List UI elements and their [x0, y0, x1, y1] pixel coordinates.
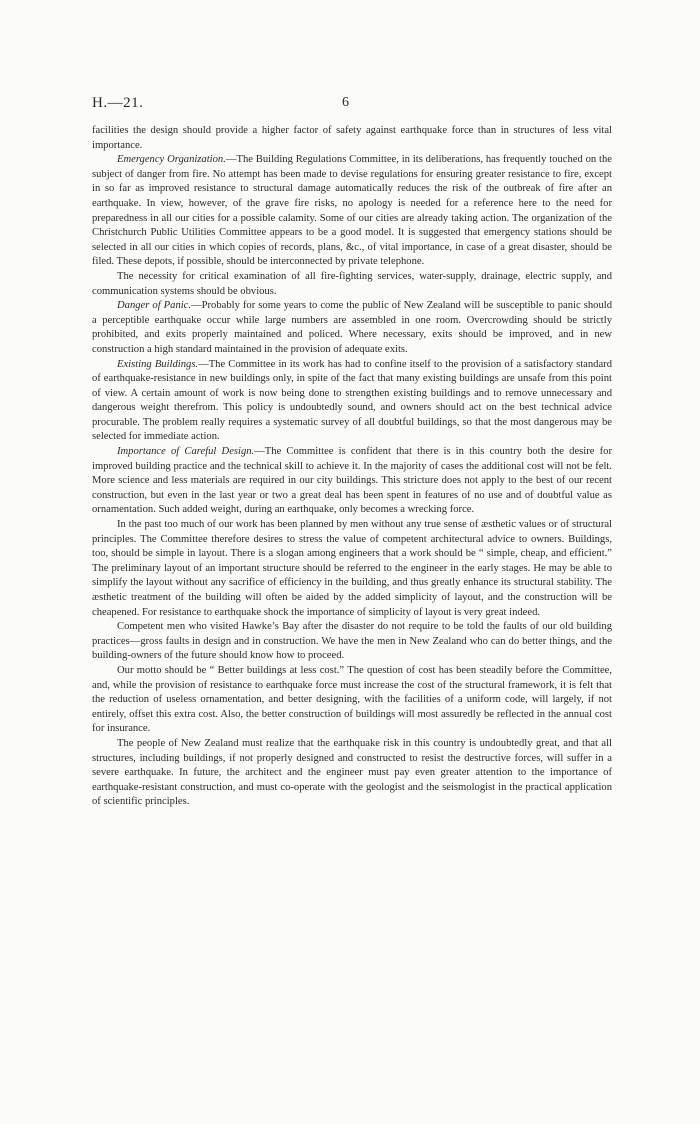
section-heading: Emergency Organization. [117, 154, 226, 166]
body-text [92, 124, 612, 810]
paragraph-text: In the past too much of our work has been planned by men without any true sense of æsthetic values or of structural principles. The Committee therefore desires to stress the value of competent architectural advice to owners. Buildings, too, should be simple in layout. There is a slogan among engineers that a work should be “ simple, cheap, and efficient.” The preliminary layout of an important structure should be referred to the engineer in the early stages. He may be able to simplify the layout without any sacrifice of efficiency in the building, and thus greatly enhance its structural stability. The æsthetic treatment of the building will often be aided by the added simplicity of layout, and the construction will be cheapened. For resistance to earthquake shock the importance of simplicity of layout is very great indeed. [92, 519, 612, 618]
section-heading: Danger of Panic. [117, 300, 192, 312]
paragraph-text: —The Committee in its work has had to confine itself to the provision of a satisfactory standard of earthquake-resistance in new buildings only, in spite of the fact that many existing buildings are unsafe from this point of view. A certain amount of work is now being done to strengthen existing buildings and to remove unnecessary and dangerous weight therefrom. This policy is undoubtedly sound, and owners should act on the best technical advice procurable. The problem really requires a systematic survey of all doubtful buildings, so that the most dangerous may be selected for immediate action. [92, 358, 612, 443]
paragraph [92, 445, 612, 518]
paragraph-text: —The Building Regulations Committee, in its deliberations, has frequently touched on the subject of danger from fire. No attempt has been made to devise regulations for ensuring greater resistance to fire, except in so far as improved resistance to structural damage automatically reduces the risk of the outbreak of fire after an earthquake. In view, however, of the grave fire risks, no apology is needed for a reference here to the need for preparedness in all our cities for a possible calamity. Some of our cities are already taking action. The organization of the Christchurch Public Utilities Committee appears to be a good model. It is suggested that emergency stations should be selected in all our cities in which copies of records, plans, &c., of vital importance, in case of a great disaster, should be filed. These depots, if possible, should be interconnected by private telephone. [92, 154, 612, 268]
paragraph [92, 664, 612, 737]
paragraph-text: The people of New Zealand must realize that the earthquake risk in this country is undoubtedly great, and that all structures, including buildings, if not properly designed and constructed to resist the destructive forces, will suffer in a severe earthquake. In future, the architect and the engineer must pay even greater attention to the importance of earthquake-resistant construction, and must co-operate with the geologist and the seismologist in the practical application of scientific principles. [92, 737, 612, 808]
section-heading: Existing Buildings. [117, 358, 199, 370]
section-heading: Importance of Careful Design. [117, 446, 255, 458]
paragraph-text: facilities the design should provide a higher factor of safety against earthquake force than in structures of less vital importance. [92, 125, 612, 151]
document-reference: H.—21. [92, 95, 144, 111]
paragraph-text: Our motto should be “ Better buildings at less cost.” The question of cost has been steadily before the Committee, and, while the provision of resistance to earthquake force must increase the cost of the structural framework, it is felt that the reduction of useless ornamentation, and better designing, with the facilities of a uniform code, will largely, if not entirely, offset this extra cost. Also, the better construction of buildings will most assuredly be reflected in the annual cost for insurance. [92, 664, 612, 735]
paragraph [92, 270, 612, 299]
paragraph [92, 299, 612, 357]
paragraph-text: The necessity for critical examination of all fire-fighting services, water-supply, drainage, electric supply, and communication systems should be obvious. [92, 270, 612, 297]
paragraph [92, 620, 612, 664]
paragraph-text: —The Committee is confident that there is in this country both the desire for improved building practice and the technical skill to achieve it. In the majority of cases the additional cost will not be felt. More science and less materials are required in our city buildings. This stricture does not apply to the best of our recent construction, but even in the last year or two a great deal has been spent in features of no use and of doubtful value as ornamentation. Such added weight, during an earthquake, only becomes a wrecking force. [92, 446, 612, 516]
paragraph-text: —Probably for some years to come the public of New Zealand will be susceptible to panic should a perceptible earthquake occur while large numbers are assembled in one room. Overcrowding should be strictly prohibited, and exits properly maintained and policed. Where necessary, exits should be improved, and in new construction a high standard maintained in the provision of adequate exits. [92, 300, 612, 355]
paragraph [92, 737, 612, 810]
page-number: 6 [342, 95, 349, 110]
paragraph [92, 153, 612, 270]
paragraph [92, 124, 612, 153]
paragraph [92, 358, 612, 446]
page-header [92, 95, 612, 115]
paragraph [92, 518, 612, 620]
paragraph-text: Competent men who visited Hawke’s Bay after the disaster do not require to be told the faults of our old building practices—gross faults in design and in construction. We have the men in New Zealand who can do better things, and the building-owners of the future should know how to proceed. [92, 621, 612, 662]
